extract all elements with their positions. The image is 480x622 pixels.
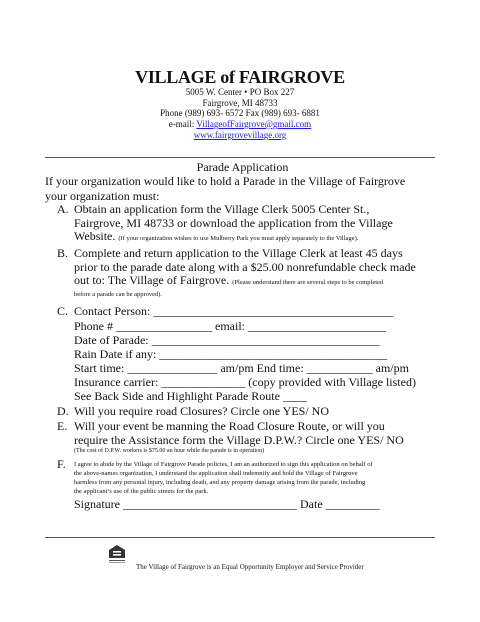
item-e-line-1: Will your event be manning the Road Closure Route, or will you [74,419,385,433]
item-b-text [74,247,444,299]
email-link[interactable]: VillageofFairgrove@gmail.com [196,119,312,129]
item-a-line-3 [74,230,444,244]
start-end-time-field[interactable]: Start time: _______________ am/pm End time: ___________ am/pm [74,361,409,375]
agreement-line-1: I agree to abide by the Village of Fairgrove Parade policies, I am an authorized to sign this application on behalf of [74,461,373,468]
insurance-carrier-field[interactable]: Insurance carrier: ______________ (copy provided with Village listed) [74,375,416,389]
item-c [57,305,442,319]
item-b-note: (Please understand there are several steps to be completed [232,279,384,286]
item-b-line-3 [74,274,444,288]
email-line [0,119,480,130]
footer-statement: The Village of Fairgrove is an Equal Opportunity Employer and Service Provider [136,563,364,571]
item-a-line-2: Fairgrove, MI 48733 or download the application from the Village [74,215,393,230]
item-d [57,405,442,419]
header-divider [45,157,435,158]
item-a-line-1: Obtain an application form the Village Clerk 5005 Center St., [74,202,370,216]
item-e-line-2: require the Assistance form the Village D.P.W.? Circle one YES/ NO [74,432,404,447]
email-prefix: e-mail: [168,119,197,129]
item-b-line-2: prior to the parade date along with a $25.00 nonrefundable check made [74,259,416,274]
equal-housing-opportunity-icon [106,543,128,565]
item-f-label: F. [57,457,66,471]
agreement-line-3: harmless from any personal injury, including death, and any property damage arising from the parade, including [74,479,366,486]
item-a-line-3-text: Website. [74,229,116,243]
agreement-line-2: the above-names organization, I understand the application shall indemnify and hold the Village of Fairgrove [74,470,358,477]
signature-date-field[interactable]: Signature _____________________________ Date _________ [74,497,380,511]
website-line [0,130,480,141]
item-e-text [74,420,444,455]
item-c-label: C. [57,304,69,318]
phone-fax: Phone (989) 693- 6572 Fax (989) 693- 6881 [160,108,320,118]
item-e-label: E. [57,419,68,433]
item-f-agreement [74,460,444,496]
item-b-line-3-text: out to: The Village of Fairgrove. [74,273,230,287]
footer-divider [45,537,435,538]
village-title: VILLAGE of FAIRGROVE [135,67,345,87]
parade-date-field[interactable]: Date of Parade: ______________________________________ [74,333,380,347]
item-b-line-1: Complete and return application to the Village Clerk at least 45 days [74,246,403,260]
contact-person-field[interactable]: Contact Person: ________________________________________ [74,304,394,318]
street-address: 5005 W. Center • PO Box 227 [185,87,295,97]
road-closure-question: Will you require road Closures? Circle one YES/ NO [74,404,330,418]
item-a-text [74,203,444,244]
intro-line-2: your organization must: [45,188,160,203]
item-b-note-2: before a parade can be approved). [74,290,163,298]
website-link[interactable]: www.fairgrovevillage.org [193,130,287,140]
intro-line-1: If your organization would like to hold a Parade in the Village of Fairgrove [45,174,406,188]
item-b-label: B. [57,246,69,260]
item-a-note: (If your organization wishes to use Mulberry Park you must apply separately to the Village). [118,235,359,242]
item-e [57,420,442,458]
rain-date-field[interactable]: Rain Date if any: ______________________________________ [74,347,388,361]
parade-route-field[interactable]: See Back Side and Highlight Parade Route ____ [74,389,307,403]
item-e-note: (The cost of D.P.W. workers is $75.00 an hour while the parade is in operation) [74,448,265,454]
city-state-zip: Fairgrove, MI 48733 [202,97,278,108]
agreement-line-4: the applicant’s use of the public streets for the park. [74,488,209,495]
item-a [57,203,442,247]
form-heading: Parade Application [196,160,289,174]
phone-email-field[interactable]: Phone # ________________ email: _______________________ [74,319,386,333]
item-a-label: A. [57,202,69,216]
item-b [57,247,442,303]
item-d-label: D. [57,404,69,418]
